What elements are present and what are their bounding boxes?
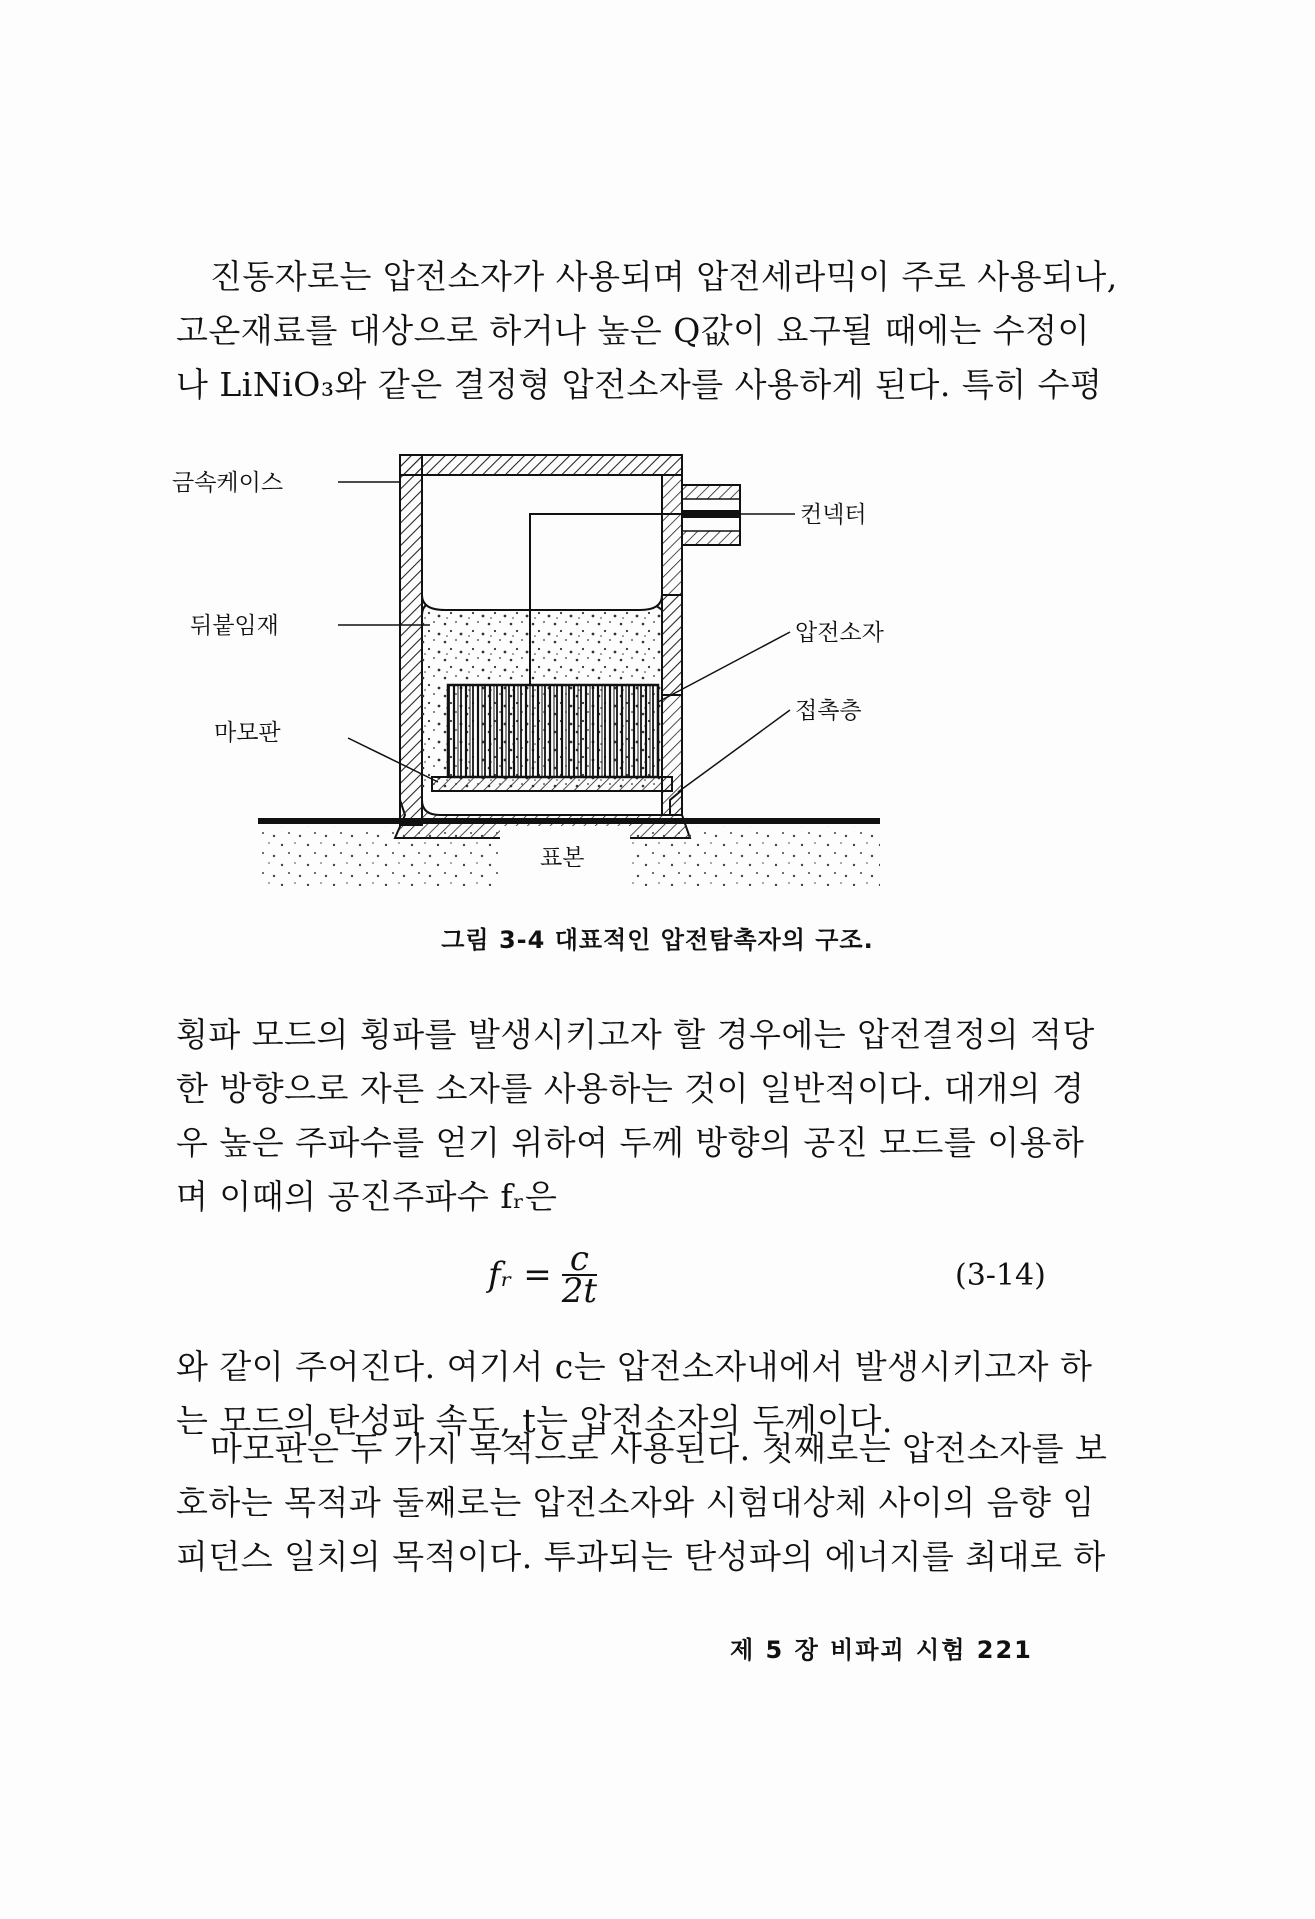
label-couplant-layer: 접촉층 — [795, 698, 862, 724]
paragraph-4 — [176, 1422, 1108, 1584]
equation-denominator: 2t — [561, 1271, 597, 1311]
equation-lhs: fᵣ = — [488, 1255, 552, 1295]
label-piezo-element: 압전소자 — [795, 620, 884, 646]
paragraph-1-line: 고온재료를 대상으로 하거나 높은 Q값이 요구될 때에는 수정이 — [176, 311, 1090, 350]
paragraph-1-line: 나 LiNiO₃와 같은 결정형 압전소자를 사용하게 된다. 특히 수평 — [176, 365, 1103, 404]
equation-numerator: c — [562, 1244, 597, 1276]
label-metal-case: 금속케이스 — [172, 470, 284, 496]
paragraph-2-line: 우 높은 주파수를 얻기 위하여 두께 방향의 공진 모드를 이용하 — [176, 1123, 1085, 1162]
paragraph-2-line: 며 이때의 공진주파수 fᵣ은 — [176, 1177, 558, 1216]
paragraph-1-line: 진동자로는 압전소자가 사용되며 압전세라믹이 주로 사용되나, — [210, 257, 1118, 296]
equation-3-14 — [0, 1240, 1315, 1310]
piezo-element-shape — [448, 685, 658, 777]
paragraph-2-line: 한 방향으로 자른 소자를 사용하는 것이 일반적이다. 대개의 경 — [176, 1069, 1085, 1108]
paragraph-2 — [176, 1008, 1095, 1224]
equation-number: (3-14) — [955, 1258, 1046, 1293]
couplant-line — [258, 818, 880, 824]
paragraph-4-line: 호하는 목적과 둘째로는 압전소자와 시험대상체 사이의 음향 임 — [176, 1483, 1095, 1522]
label-backing: 뒤붙임재 — [190, 613, 279, 639]
paragraph-4-line: 피던스 일치의 목적이다. 투과되는 탄성파의 에너지를 최대로 하 — [176, 1537, 1106, 1576]
transducer-diagram — [172, 440, 1060, 910]
label-connector: 컨넥터 — [800, 502, 867, 528]
label-specimen: 표본 — [540, 845, 585, 871]
paragraph-3-line: 는 모드의 탄성파 속도, t는 압전소자의 두께이다. — [176, 1401, 893, 1440]
page-footer: 제 5 장 비파괴 시험 221 — [730, 1636, 1033, 1664]
figure-caption: 그림 3-4 대표적인 압전탐촉자의 구조. — [441, 926, 874, 954]
paragraph-4-line: 마모판은 두 가지 목적으로 사용된다. 첫째로는 압전소자를 보 — [210, 1429, 1108, 1468]
label-wear-plate: 마모판 — [214, 720, 281, 746]
paragraph-1 — [176, 250, 1118, 412]
paragraph-3-line: 와 같이 주어진다. 여기서 c는 압전소자내에서 발생시키고자 하 — [176, 1347, 1093, 1386]
wear-plate-shape — [432, 777, 672, 791]
paragraph-2-line: 횡파 모드의 횡파를 발생시키고자 할 경우에는 압전결정의 적당 — [176, 1015, 1095, 1054]
equation-fraction — [561, 1239, 597, 1311]
equation-body — [488, 1240, 597, 1310]
